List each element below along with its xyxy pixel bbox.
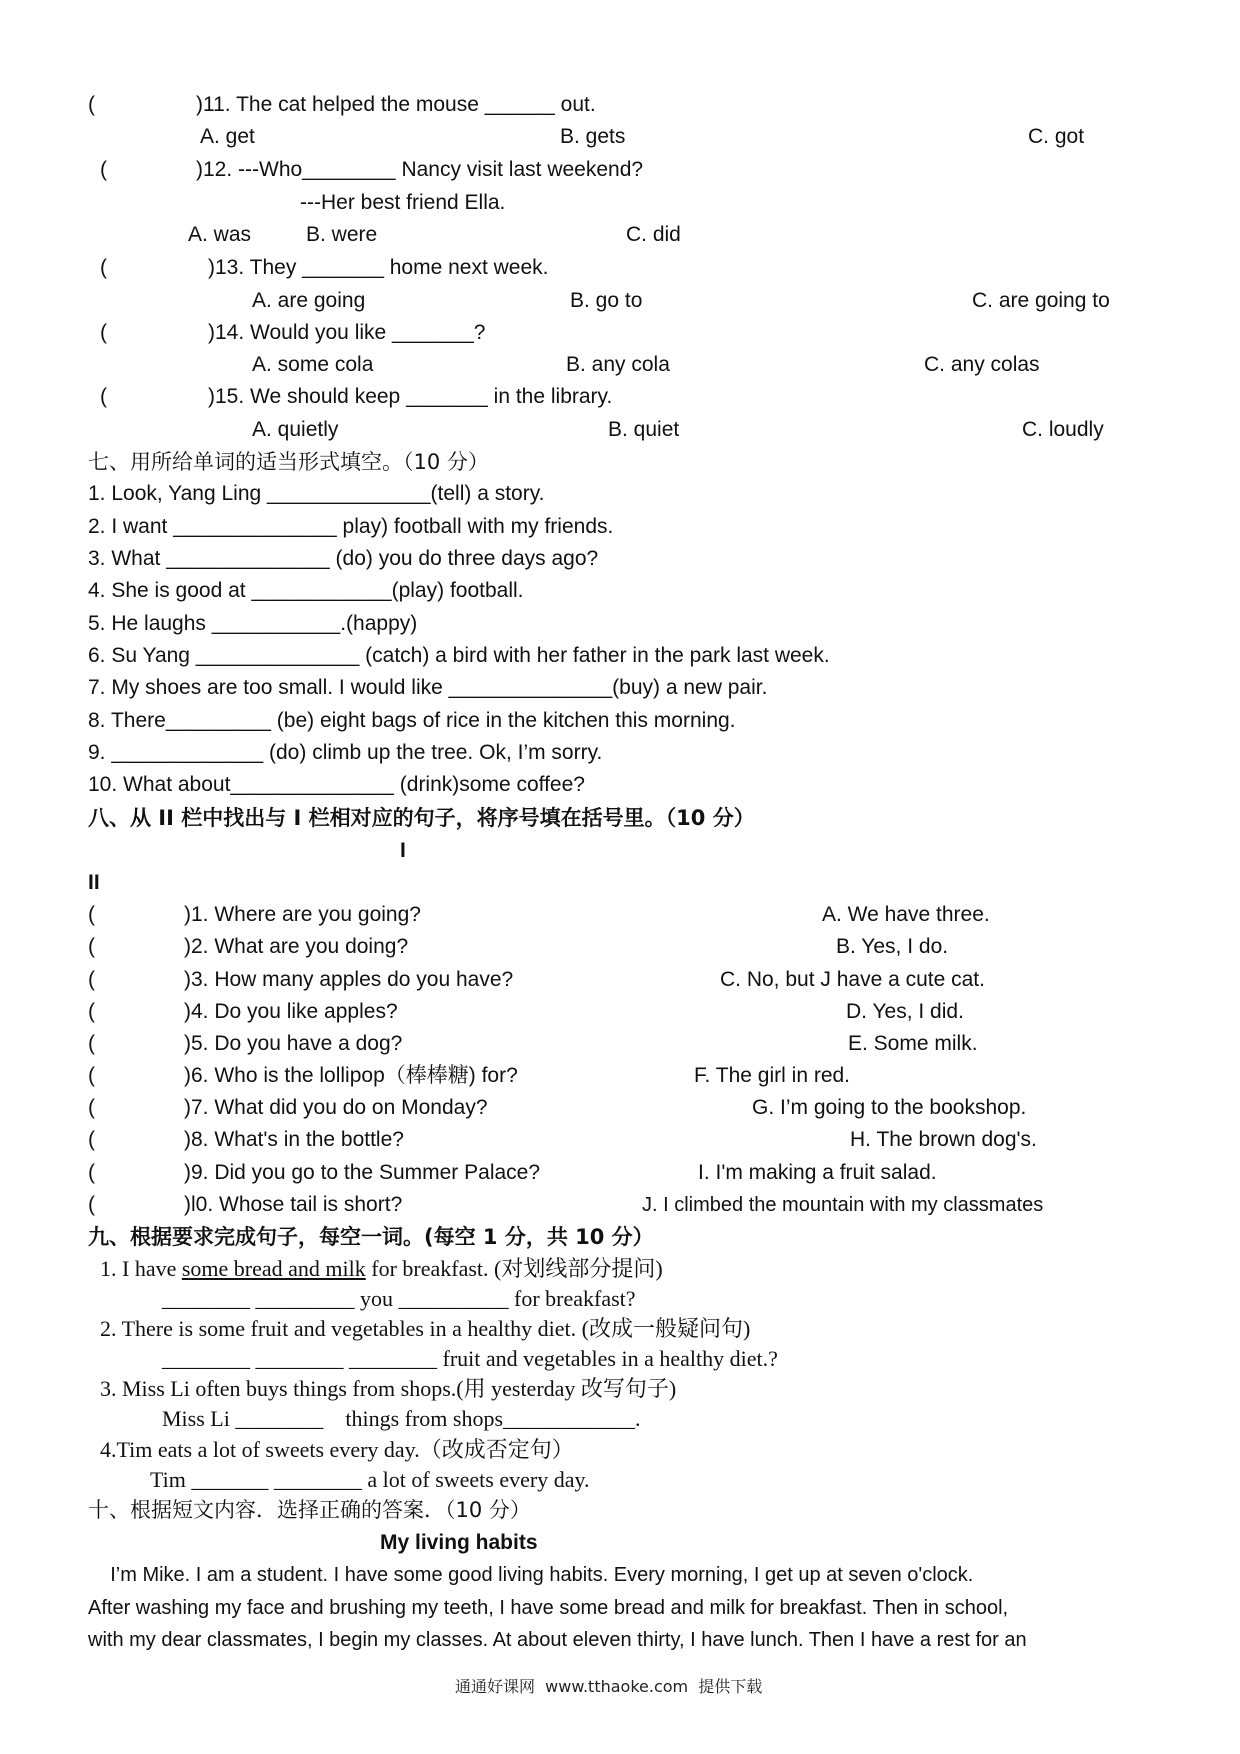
- match-question: )9. Did you go to the Summer Palace?: [184, 1161, 541, 1184]
- match-paren: (: [88, 1161, 95, 1184]
- section9-q2: 2. There is some fruit and vegetables in a healthy diet. (改成一般疑问句): [100, 1316, 751, 1341]
- q15-option-b: B. quiet: [608, 418, 680, 441]
- q11-option-b: B. gets: [560, 125, 626, 148]
- section9-q3-answer: Miss Li ________ things from shops____________.: [162, 1406, 641, 1431]
- column-ii-label: II: [88, 871, 100, 894]
- match-question: )6. Who is the lollipop（棒棒糖) for?: [184, 1064, 518, 1087]
- q15-option-c: C. loudly: [1022, 418, 1104, 441]
- section7-item: 2. I want ______________ play) football with my friends.: [88, 515, 614, 538]
- passage-line: I’m Mike. I am a student. I have some good living habits. Every morning, I get up at seven o'clock.: [88, 1564, 974, 1586]
- section9-q3: 3. Miss Li often buys things from shops.(用 yesterday 改写句子): [100, 1376, 677, 1401]
- q14-option-a: A. some cola: [252, 353, 374, 376]
- section9-q2-answer: ________ ________ ________ fruit and vegetables in a healthy diet.?: [162, 1346, 778, 1371]
- q12-answer: ---Her best friend Ella.: [300, 191, 506, 214]
- section7-item: 7. My shoes are too small. I would like ______________(buy) a new pair.: [88, 676, 768, 699]
- match-paren: (: [88, 1193, 95, 1216]
- passage-line: After washing my face and brushing my teeth, I have some bread and milk for breakfast. Then in school,: [88, 1597, 1009, 1619]
- section7-item: 3. What ______________ (do) you do three days ago?: [88, 547, 599, 570]
- match-paren: (: [88, 968, 95, 991]
- section7-item: 6. Su Yang ______________ (catch) a bird with her father in the park last week.: [88, 644, 830, 667]
- q13-stem: )13. They _______ home next week.: [208, 256, 549, 279]
- section9-q1-post: for breakfast. (对划线部分提问): [365, 1256, 663, 1281]
- q11-option-a: A. get: [200, 125, 255, 148]
- section9-q1-underlined: some bread and milk: [181, 1256, 366, 1281]
- q12-option-c: C. did: [626, 223, 681, 246]
- q12-option-a: A. was: [188, 223, 252, 246]
- section7-item: 1. Look, Yang Ling ______________(tell) a story.: [88, 482, 545, 505]
- q14-option-b: B. any cola: [566, 353, 670, 376]
- match-question: )7. What did you do on Monday?: [184, 1096, 488, 1119]
- match-answer: I. I'm making a fruit salad.: [698, 1161, 937, 1184]
- q13-option-c: C. are going to: [972, 289, 1110, 312]
- match-question: )3. How many apples do you have?: [184, 968, 514, 991]
- section7-item: 4. She is good at ____________(play) football.: [88, 579, 524, 602]
- match-paren: (: [88, 1064, 95, 1087]
- match-question: )5. Do you have a dog?: [184, 1032, 403, 1055]
- match-paren: (: [88, 1000, 95, 1023]
- match-question: )1. Where are you going?: [184, 903, 421, 926]
- match-paren: (: [88, 903, 95, 926]
- match-paren: (: [88, 1128, 95, 1151]
- match-answer: J. I climbed the mountain with my classmates: [642, 1194, 1044, 1216]
- q14-stem: )14. Would you like _______?: [208, 321, 486, 344]
- match-paren: (: [88, 1096, 95, 1119]
- match-paren: (: [88, 1032, 95, 1055]
- section8-heading: 八、从 II 栏中找出与 I 栏相对应的句子，将序号填在括号里。（10 分）: [88, 806, 755, 830]
- q11-paren: (: [88, 93, 95, 116]
- section9-heading: 九、根据要求完成句子，每空一词。(每空 1 分，共 10 分）: [88, 1225, 654, 1249]
- section9-q1-pre: 1. I have: [100, 1256, 182, 1281]
- q13-paren: (: [100, 256, 107, 279]
- match-paren: (: [88, 935, 95, 958]
- match-question: )8. What's in the bottle?: [184, 1128, 404, 1151]
- match-answer: D. Yes, I did.: [846, 1000, 964, 1023]
- match-question: )4. Do you like apples?: [184, 1000, 398, 1023]
- passage-title: My living habits: [380, 1531, 538, 1554]
- q12-paren: (: [100, 158, 107, 181]
- match-answer: H. The brown dog's.: [850, 1128, 1037, 1151]
- page-footer: 通通好课网 www.tthaoke.com 提供下载: [455, 1677, 763, 1696]
- match-question: )l0. Whose tail is short?: [184, 1193, 403, 1216]
- column-i-label: I: [400, 839, 406, 862]
- q13-option-a: A. are going: [252, 289, 366, 312]
- match-answer: E. Some milk.: [848, 1032, 978, 1055]
- section7-item: 8. There_________ (be) eight bags of rice in the kitchen this morning.: [88, 709, 736, 732]
- section7-item: 9. _____________ (do) climb up the tree. Ok, I’m sorry.: [88, 741, 603, 764]
- section7-item: 5. He laughs ___________.(happy): [88, 612, 418, 635]
- q11-stem: )11. The cat helped the mouse ______ out.: [196, 93, 596, 116]
- q12-stem: )12. ---Who________ Nancy visit last weekend?: [196, 158, 644, 181]
- section9-q1-answer: ________ _________ you __________ for breakfast?: [162, 1286, 636, 1311]
- q11-option-c: C. got: [1028, 125, 1085, 148]
- match-answer: B. Yes, I do.: [836, 935, 949, 958]
- match-answer: A. We have three.: [822, 903, 990, 926]
- q12-option-b: B. were: [306, 223, 378, 246]
- q15-option-a: A. quietly: [252, 418, 339, 441]
- section7-item: 10. What about______________ (drink)some coffee?: [88, 773, 585, 796]
- match-answer: C. No, but J have a cute cat.: [720, 968, 985, 991]
- match-question: )2. What are you doing?: [184, 935, 409, 958]
- q15-stem: )15. We should keep _______ in the library.: [208, 385, 613, 408]
- q14-paren: (: [100, 321, 107, 344]
- match-answer: F. The girl in red.: [694, 1064, 851, 1087]
- section9-q1: [100, 1256, 663, 1282]
- q14-option-c: C. any colas: [924, 353, 1040, 376]
- section7-heading: 七、用所给单词的适当形式填空。（10 分）: [88, 450, 489, 474]
- q13-option-b: B. go to: [570, 289, 643, 312]
- section9-q4-answer: Tim _______ ________ a lot of sweets every day.: [150, 1467, 590, 1492]
- match-answer: G. I’m going to the bookshop.: [752, 1096, 1027, 1119]
- section10-heading: 十、根据短文内容．选择正确的答案．（10 分）: [88, 1498, 531, 1522]
- q15-paren: (: [100, 385, 107, 408]
- section9-q4: 4.Tim eats a lot of sweets every day.（改成否定句）: [100, 1437, 574, 1462]
- passage-line: with my dear classmates, I begin my classes. At about eleven thirty, I have lunch. Then I have a rest for an: [88, 1629, 1027, 1651]
